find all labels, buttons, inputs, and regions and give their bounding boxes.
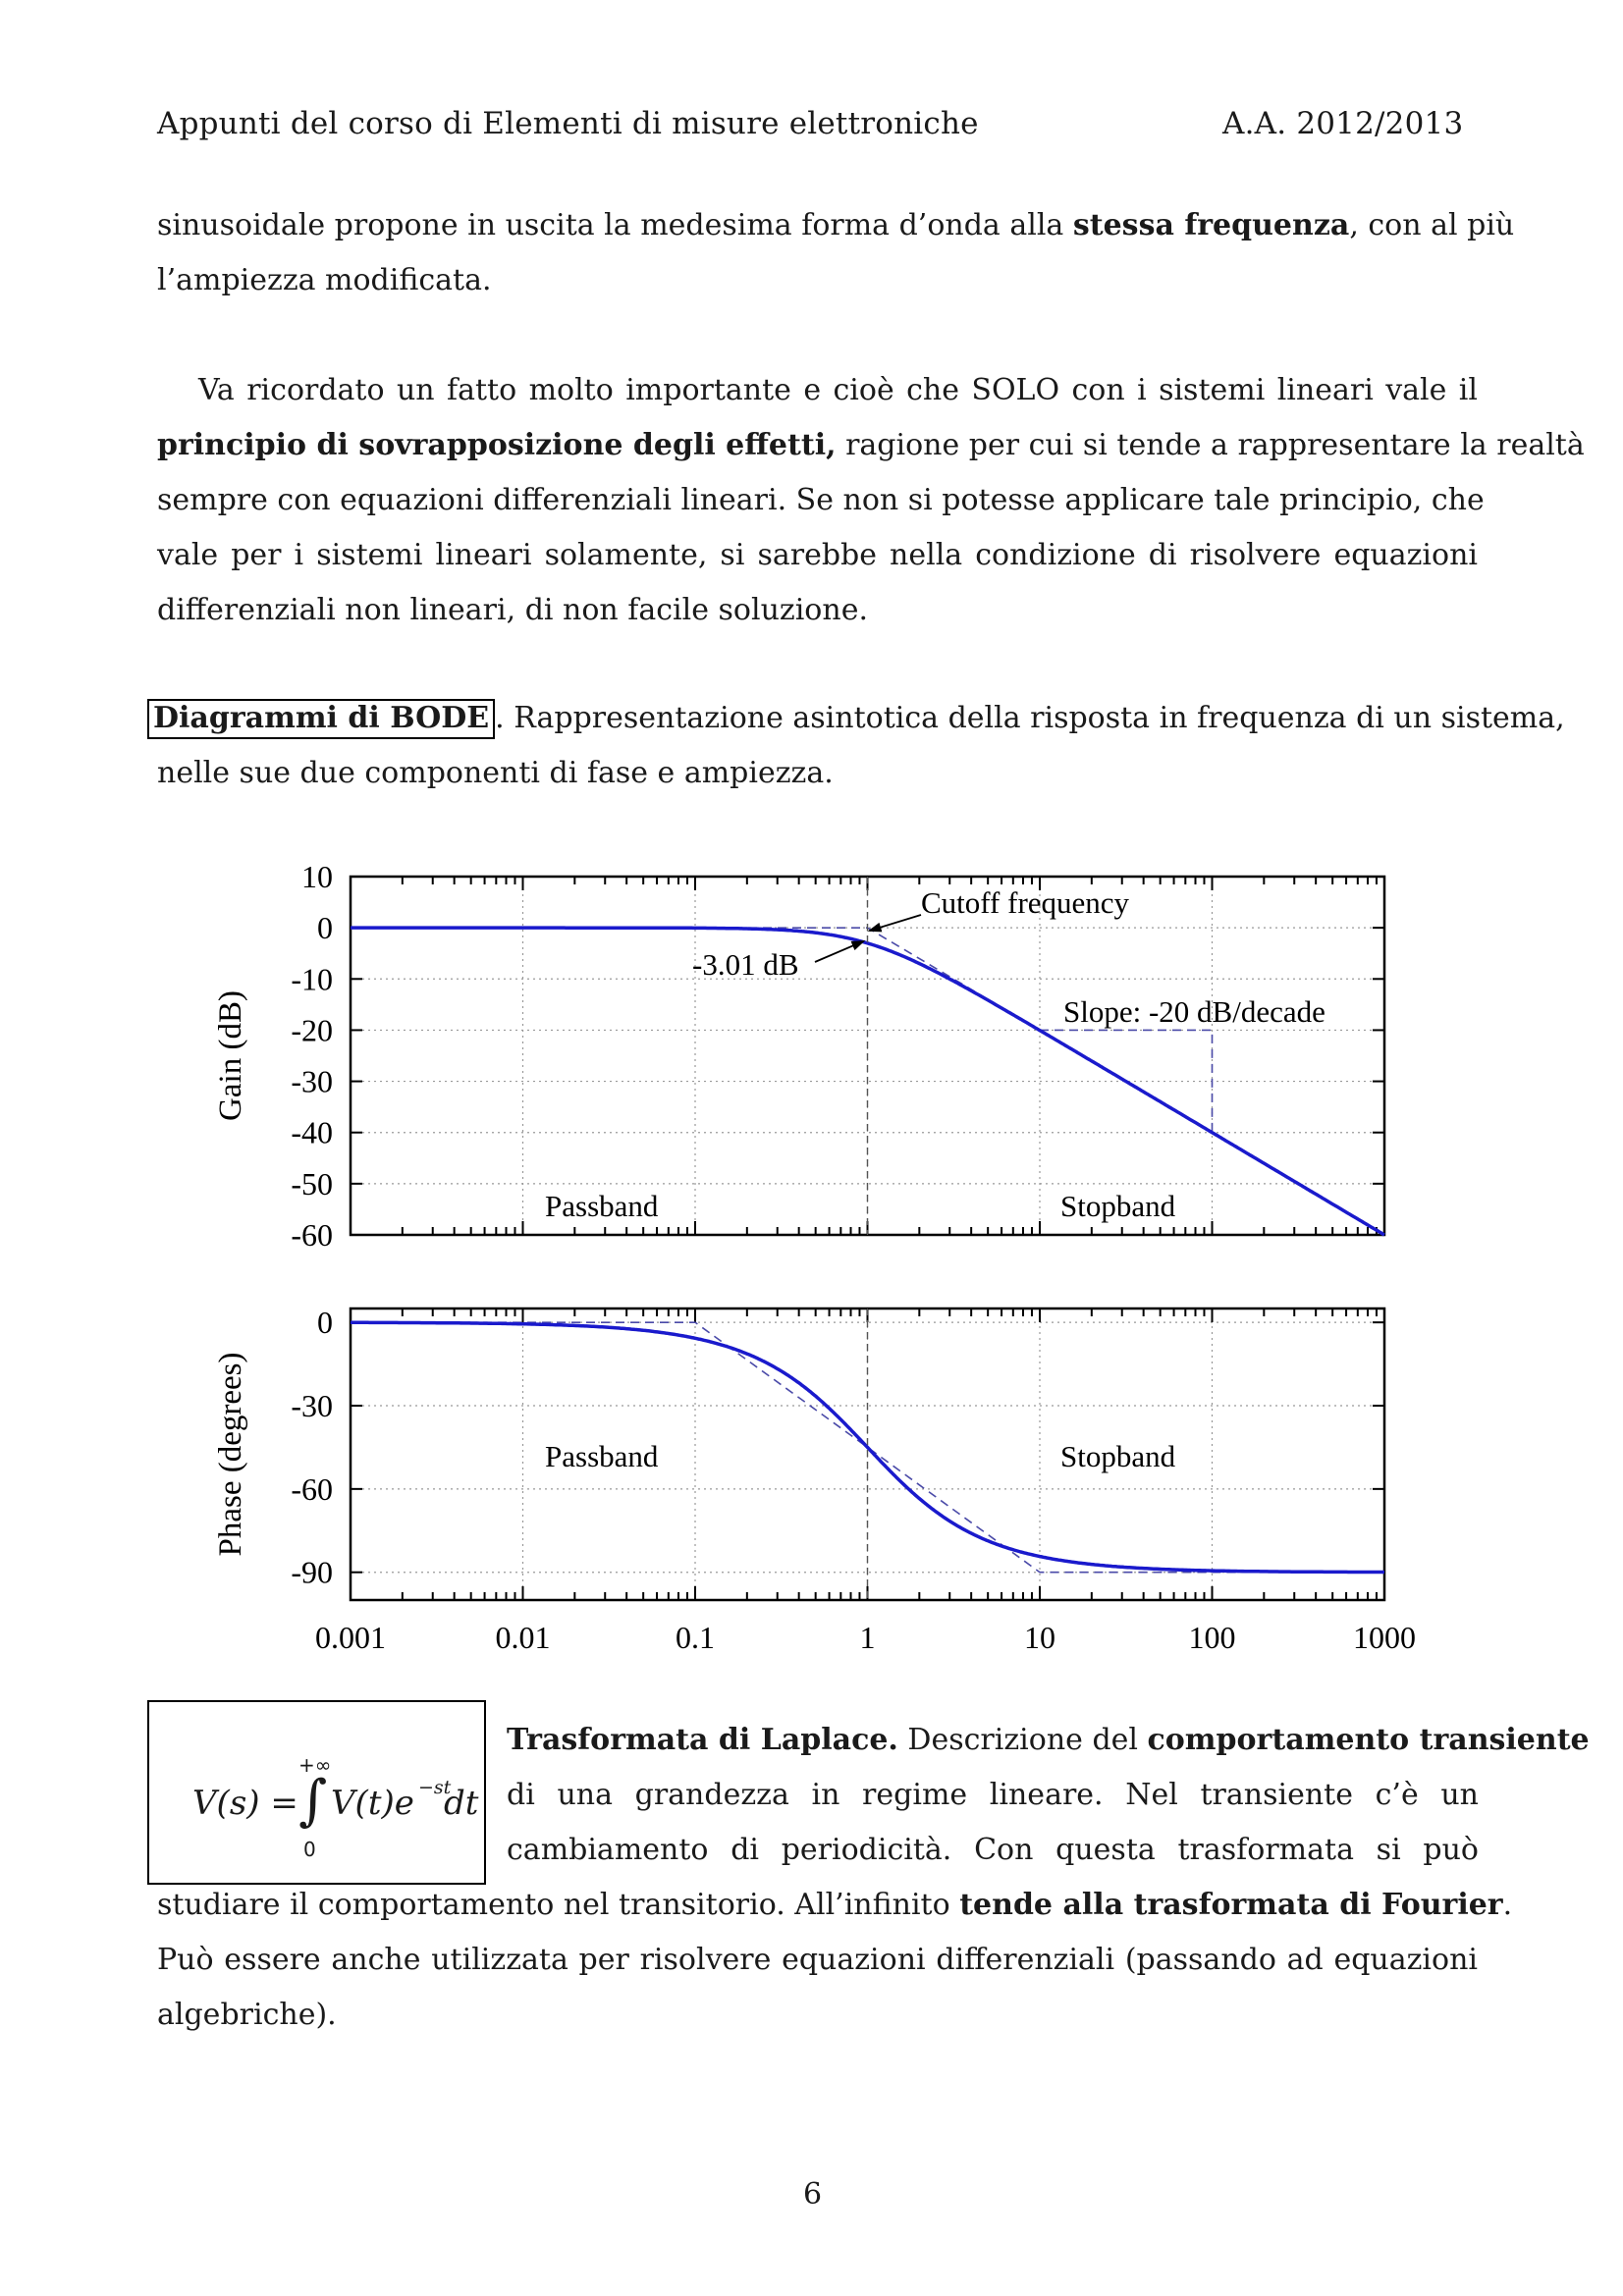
text-run: . Rappresentazione asintotica della risposta in frequenza di un sistema,: [495, 701, 1565, 735]
bold-run: tende alla trasformata di Fourier: [959, 1888, 1503, 1922]
annotation-passband: Passband: [545, 1189, 659, 1223]
text-run: ragione per cui si tende a rappresentare la realtà: [836, 428, 1585, 462]
text-run: Descrizione del: [897, 1723, 1148, 1757]
annotation-slope: Slope: -20 dB/decade: [1063, 994, 1325, 1029]
cutoff-arrow: [870, 915, 922, 931]
integral-sign: ∫: [298, 1769, 328, 1833]
phase-panel: [213, 1305, 1416, 1655]
y-tick-label: 10: [301, 859, 333, 894]
y-tick-label: -90: [291, 1554, 333, 1590]
bold-run: Trasformata di Laplace.: [507, 1723, 898, 1757]
gain-panel: [213, 859, 1384, 1253]
text-line: algebriche).: [157, 1998, 337, 2032]
formula-upper-limit: +∞: [298, 1753, 332, 1777]
formula-integrand: V(t)e: [331, 1784, 414, 1823]
x-tick-label: 0.001: [315, 1620, 386, 1655]
x-tick-label: 100: [1188, 1620, 1236, 1655]
paragraph-superposition: [157, 363, 1585, 638]
boxed-heading-bode: Diagrammi di BODE: [147, 699, 495, 739]
x-tick-label: 1: [859, 1620, 876, 1655]
y-tick-label: 0: [317, 1305, 333, 1341]
text-line: nelle sue due componenti di fase e ampiezza.: [157, 756, 834, 790]
y-tick-label: -20: [291, 1012, 333, 1048]
formula-lower-limit: 0: [303, 1838, 316, 1861]
x-tick-label: 1000: [1353, 1620, 1416, 1655]
text-line: vale per i sistemi lineari solamente, si sarebbe nella condizione di risolvere equazioni: [157, 538, 1478, 572]
paragraph-laplace-full: [157, 1878, 1513, 2043]
text-line: Può essere anche utilizzata per risolvere equazioni differenziali (passando ad equazioni: [157, 1943, 1478, 1977]
annotation-stopband: Stopband: [1060, 1189, 1176, 1223]
paragraph-laplace-wrapped: [507, 1713, 1590, 1878]
text-run: .: [1502, 1888, 1513, 1922]
y-tick-label: -10: [291, 961, 333, 997]
text-line: sempre con equazioni differenziali lineari. Se non si potesse applicare tale principio, che: [157, 483, 1485, 517]
laplace-formula-box: [147, 1700, 486, 1885]
bold-run: principio di sovrapposizione degli effetti,: [157, 428, 837, 462]
formula-dt: dt: [444, 1784, 479, 1823]
formula-exponent: −st: [418, 1777, 452, 1798]
text-line: differenziali non lineari, di non facile soluzione.: [157, 593, 868, 627]
text-run: studiare il comportamento nel transitorio. All’infinito: [157, 1888, 960, 1922]
y-tick-label: 0: [317, 910, 333, 946]
y-tick-label: -30: [291, 1063, 333, 1099]
x-tick-label: 10: [1024, 1620, 1055, 1655]
y-tick-label: -30: [291, 1388, 333, 1423]
text-line: Va ricordato un fatto molto importante e cioè che SOLO con i sistemi lineari vale il: [198, 373, 1478, 407]
header-academic-year: A.A. 2012/2013: [1222, 106, 1464, 141]
bold-run: stessa frequenza: [1072, 208, 1350, 242]
y-tick-label: -60: [291, 1217, 333, 1253]
y-tick-label: -50: [291, 1165, 333, 1201]
y-tick-label: -60: [291, 1470, 333, 1507]
formula-lhs: V(s) =: [192, 1784, 298, 1823]
paragraph-bode: [147, 691, 1565, 801]
text-line: di una grandezza in regime lineare. Nel transiente c’è un: [507, 1778, 1479, 1812]
text-line: cambiamento di periodicità. Con questa trasformata si può: [507, 1833, 1479, 1867]
annotation-passband: Passband: [545, 1439, 659, 1473]
x-tick-label: 0.01: [495, 1620, 551, 1655]
text-line: l’ampiezza modificata.: [157, 263, 492, 297]
paragraph-intro: [157, 198, 1515, 308]
y-tick-label: -40: [291, 1114, 333, 1150]
bode-plot: [196, 844, 1453, 1679]
text-run: sinusoidale propone in uscita la medesima forma d’onda alla: [157, 208, 1073, 242]
annotation-cutoff-frequency: Cutoff frequency: [921, 885, 1130, 920]
header-course-title: Appunti del corso di Elementi di misure elettroniche: [157, 106, 979, 141]
bold-run: comportamento transiente: [1147, 1723, 1590, 1757]
x-tick-label: 0.1: [676, 1620, 715, 1655]
page-number: 6: [803, 2177, 823, 2212]
annotation-stopband: Stopband: [1060, 1439, 1176, 1473]
y-axis-label: Gain (dB): [213, 990, 248, 1121]
y-axis-label: Phase (degrees): [213, 1352, 248, 1557]
annotation-minus-3db: -3.01 dB: [692, 947, 799, 982]
text-run: , con al più: [1349, 208, 1515, 242]
minus-3db-arrow: [815, 941, 864, 962]
